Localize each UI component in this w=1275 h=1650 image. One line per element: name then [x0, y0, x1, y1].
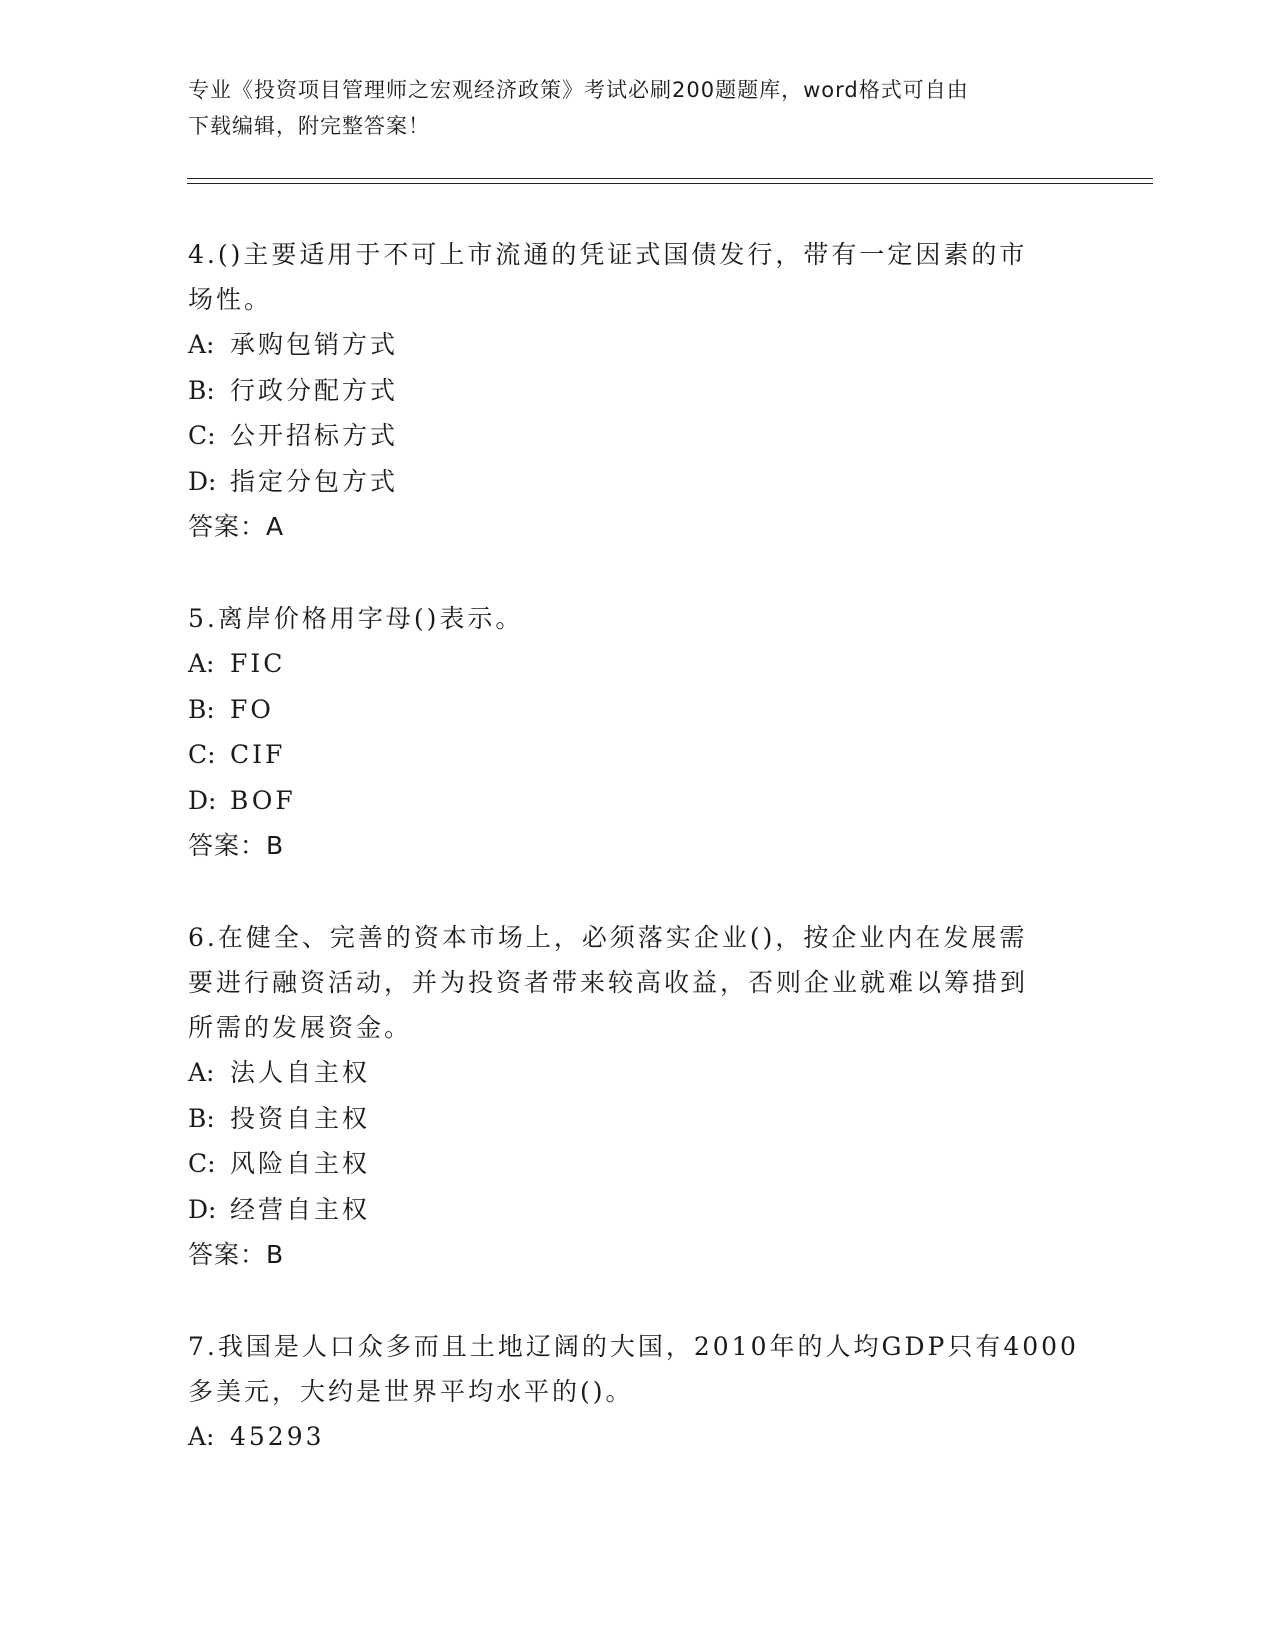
option-b	[188, 368, 1088, 414]
option-key: A:	[188, 1422, 215, 1451]
option-key: D:	[188, 1194, 217, 1224]
option-text: 法人自主权	[230, 1058, 371, 1087]
option-key: C:	[188, 740, 216, 769]
question-item	[188, 232, 1088, 550]
option-key: D:	[188, 785, 217, 815]
question-stem-line: 要进行融资活动，并为投资者带来较高收益，否则企业就难以筹措到	[188, 968, 1029, 997]
answer-line: 答案：B	[188, 1240, 285, 1269]
option-d	[188, 459, 1088, 505]
option-text: 承购包销方式	[230, 330, 399, 359]
question-stem-line: 场性。	[188, 285, 273, 314]
option-key: B:	[188, 694, 215, 724]
option-text: BOF	[230, 785, 296, 815]
question-stem-line: 所需的发展资金。	[188, 1013, 413, 1042]
question-stem-line: 7.我国是人口众多而且土地辽阔的大国，2010年的人均GDP只有4000	[188, 1332, 1079, 1361]
option-text: 指定分包方式	[230, 466, 399, 496]
question-item	[188, 1324, 1088, 1460]
option-key: B:	[188, 375, 215, 405]
option-key: C:	[188, 421, 216, 450]
option-text: 公开招标方式	[230, 421, 399, 450]
option-text: 经营自主权	[230, 1194, 371, 1224]
option-a	[188, 322, 1088, 368]
option-b	[188, 1096, 1088, 1142]
question-stem-line: 6.在健全、完善的资本市场上，必须落实企业()，按企业内在发展需	[188, 923, 1028, 952]
option-key: A:	[188, 1058, 215, 1087]
option-d	[188, 1187, 1088, 1233]
option-c	[188, 1141, 1088, 1187]
question-item	[188, 915, 1088, 1278]
option-text: 45293	[230, 1422, 325, 1451]
option-key: A:	[188, 649, 215, 678]
document-header	[188, 72, 1068, 144]
option-text: FIC	[230, 649, 286, 678]
option-text: 风险自主权	[230, 1149, 371, 1178]
header-line-2: 下载编辑，附完整答案！	[188, 114, 430, 138]
question-stem-line: 4.()主要适用于不可上市流通的凭证式国债发行，带有一定因素的市	[188, 240, 1028, 269]
option-a	[188, 641, 1088, 687]
option-a	[188, 1050, 1088, 1096]
question-list	[188, 232, 1088, 1506]
header-divider-top	[187, 178, 1153, 179]
option-c	[188, 732, 1088, 778]
question-stem-line: 5.离岸价格用字母()表示。	[188, 604, 524, 633]
question-item	[188, 596, 1088, 869]
answer-line: 答案：A	[188, 512, 285, 541]
option-key: A:	[188, 330, 215, 359]
option-text: FO	[230, 694, 274, 724]
option-text: 投资自主权	[230, 1103, 371, 1133]
option-key: C:	[188, 1149, 216, 1178]
header-line-1: 专业《投资项目管理师之宏观经济政策》考试必刷200题题库，word格式可自由	[188, 78, 969, 102]
option-key: B:	[188, 1103, 215, 1133]
option-a	[188, 1414, 1088, 1460]
option-key: D:	[188, 466, 217, 496]
option-d	[188, 778, 1088, 824]
question-stem-line: 多美元，大约是世界平均水平的()。	[188, 1377, 634, 1406]
header-divider-bottom	[187, 183, 1153, 184]
option-text: 行政分配方式	[230, 375, 399, 405]
option-text: CIF	[230, 740, 286, 769]
option-b	[188, 687, 1088, 733]
option-c	[188, 413, 1088, 459]
answer-line: 答案：B	[188, 831, 285, 860]
